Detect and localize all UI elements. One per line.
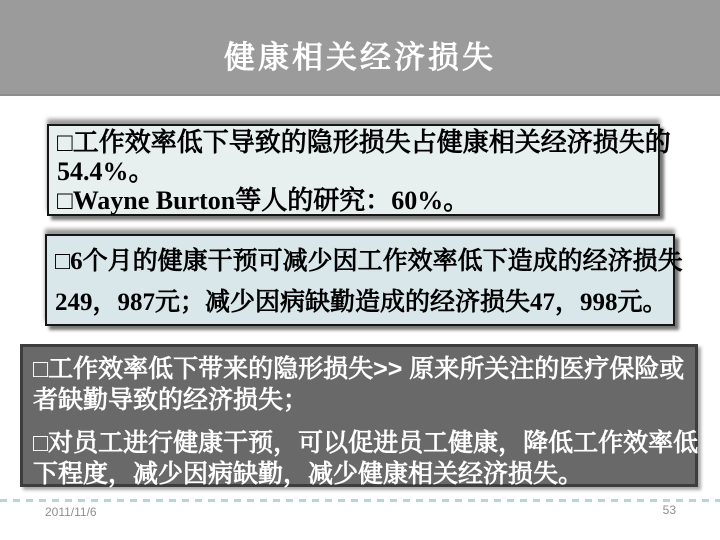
stat-box-hidden-loss: [47, 124, 671, 216]
conclusion-p2-line-2: 下程度，减少因病缺勤，减少健康相关经济损失。: [33, 460, 584, 488]
conclusion-paragraph-1: [33, 354, 685, 416]
slide-title: 健康相关经济损失: [224, 39, 496, 75]
footer-date: 2011/11/6: [45, 505, 97, 519]
conclusion-box: [20, 344, 698, 487]
conclusion-paragraph-2: [33, 428, 699, 490]
stat-box-hidden-loss-line-2: 54.4%。: [57, 157, 155, 186]
stat-box-intervention-line-2: 249，987元；减少因病缺勤造成的经济损失47，998元。: [55, 289, 668, 316]
conclusion-p1-line-1: □工作效率低下带来的隐形损失>> 原来所关注的医疗保险或: [33, 355, 685, 383]
title-bar: [0, 0, 720, 96]
stat-box-hidden-loss-line-1: □工作效率低下导致的隐形损失占健康相关经济损失的: [57, 128, 671, 157]
footer-page-number: 53: [662, 503, 676, 517]
stat-box-intervention-line-1: □6个月的健康干预可减少因工作效率低下造成的经济损失: [55, 248, 683, 275]
stat-box-hidden-loss-line-3: □Wayne Burton等人的研究：60%。: [57, 186, 470, 215]
conclusion-p1-line-2: 者缺勤导致的经济损失；: [33, 386, 309, 414]
conclusion-p2-line-1: □对员工进行健康干预，可以促进员工健康，降低工作效率低: [33, 429, 699, 457]
stat-box-intervention-savings: [45, 234, 683, 326]
footer-dashed-divider: [0, 499, 720, 502]
